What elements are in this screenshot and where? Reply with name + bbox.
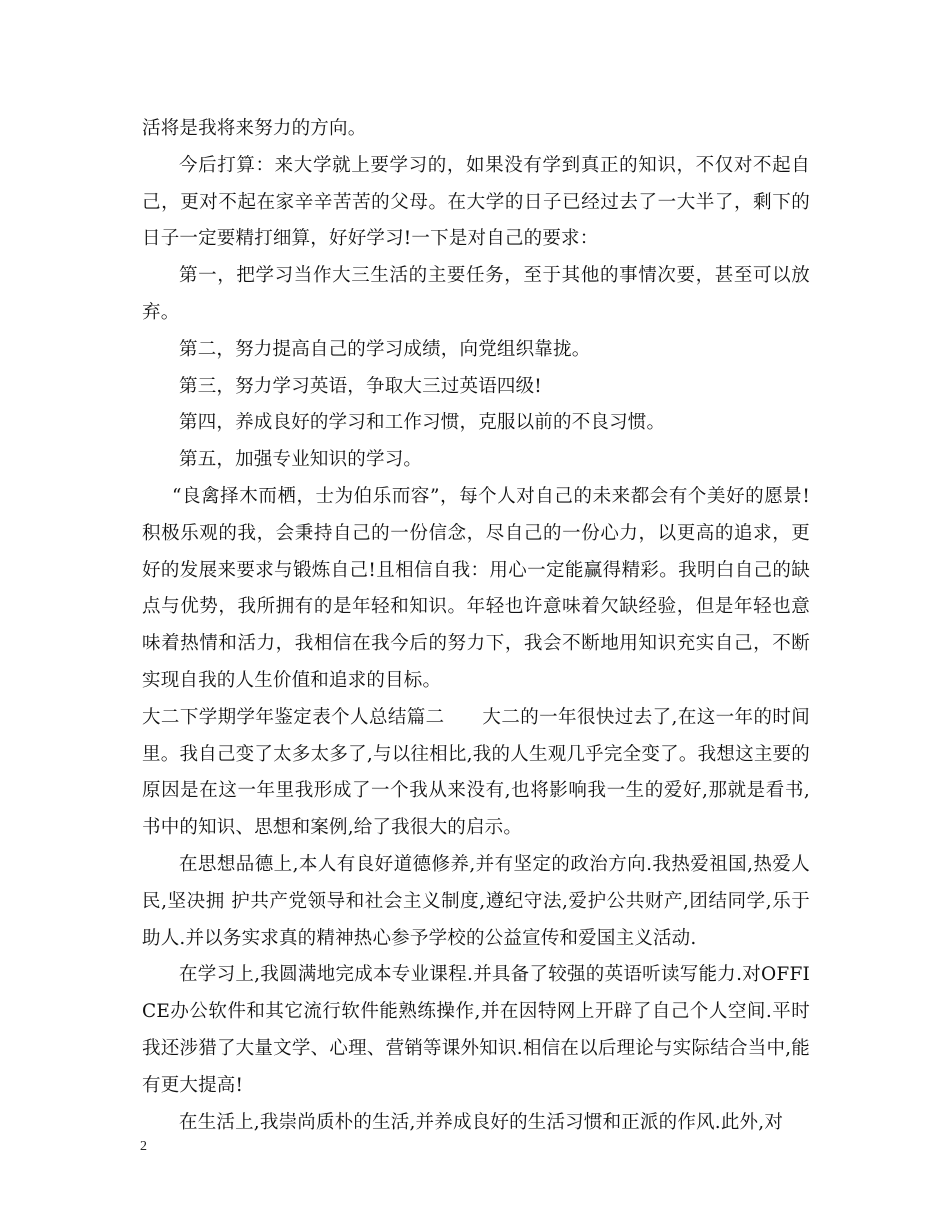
- paragraph-9: 大二下学期学年鉴定表个人总结篇二 大二的一年很快过去了,在这一年的时间里。我自己变了太多太多了,与以往相比,我的人生观几乎完全变了。我想这主要的原因是在这一年里我形成了一个我从来没有,也将影响我一生的爱好,那就是看书,书中的知识、思想和案例,给了我很大的启示。: [142, 706, 810, 839]
- document-body: [142, 111, 810, 1141]
- paragraph-3: 第一，把学习当作大三生活的主要任务，至于其他的事情次要，甚至可以放弃。: [142, 265, 810, 323]
- paragraph-8: “良禽择木而栖，士为伯乐而容”，每个人对自己的未来都会有个美好的愿景!积极乐观的我，会秉持自己的一份信念，尽自己的一份心力，以更高的追求，更好的发展来要求与锻炼自己!且相信自我：用心一定能赢得精彩。我明白自己的缺点与优势，我所拥有的是年轻和知识。年轻也许意味着欠缺经验，但是年轻也意味着热情和活力，我相信在我今后的努力下，我会不断地用知识充实自己，不断实现自我的人生价值和追求的目标。: [142, 485, 810, 691]
- paragraph-2: 今后打算：来大学就上要学习的，如果没有学到真正的知识，不仅对不起自己，更对不起在家辛辛苦苦的父母。在大学的日子已经过去了一大半了，剩下的日子一定要精打细算，好好学习!一下是对自己的要求：: [142, 154, 810, 250]
- paragraph-1: 活将是我将来努力的方向。: [142, 118, 367, 139]
- paragraph-12: 在生活上,我崇尚质朴的生活,并养成良好的生活习惯和正派的作风.此外,对: [179, 1111, 784, 1133]
- page-number: 2: [140, 1139, 147, 1154]
- paragraph-6: 第四，养成良好的学习和工作习惯，克服以前的不良习惯。: [179, 412, 666, 434]
- paragraph-10: 在思想品德上,本人有良好道德修养,并有坚定的政治方向.我热爱祖国,热爱人民,坚决拥 护共产党领导和社会主义制度,遵纪守法,爱护公共财产,团结同学,乐于助人.并以务实求真的精神热心参予学校的公益宣传和爱国主义活动.: [142, 853, 810, 949]
- paragraph-11: 在学习上,我圆满地完成本专业课程.并具备了较强的英语听读写能力.对OFFICE办公软件和其它流行软件能熟练操作,并在因特网上开辟了自己个人空间.平时我还涉猎了大量文学、心理、营销等课外知识.相信在以后理论与实际结合当中,能有更大提高!: [142, 964, 810, 1096]
- paragraph-7: 第五，加强专业知识的学习。: [179, 449, 423, 471]
- paragraph-4: 第二，努力提高自己的学习成绩，向党组织靠拢。: [179, 338, 591, 360]
- paragraph-5: 第三，努力学习英语，争取大三过英语四级!: [179, 375, 542, 397]
